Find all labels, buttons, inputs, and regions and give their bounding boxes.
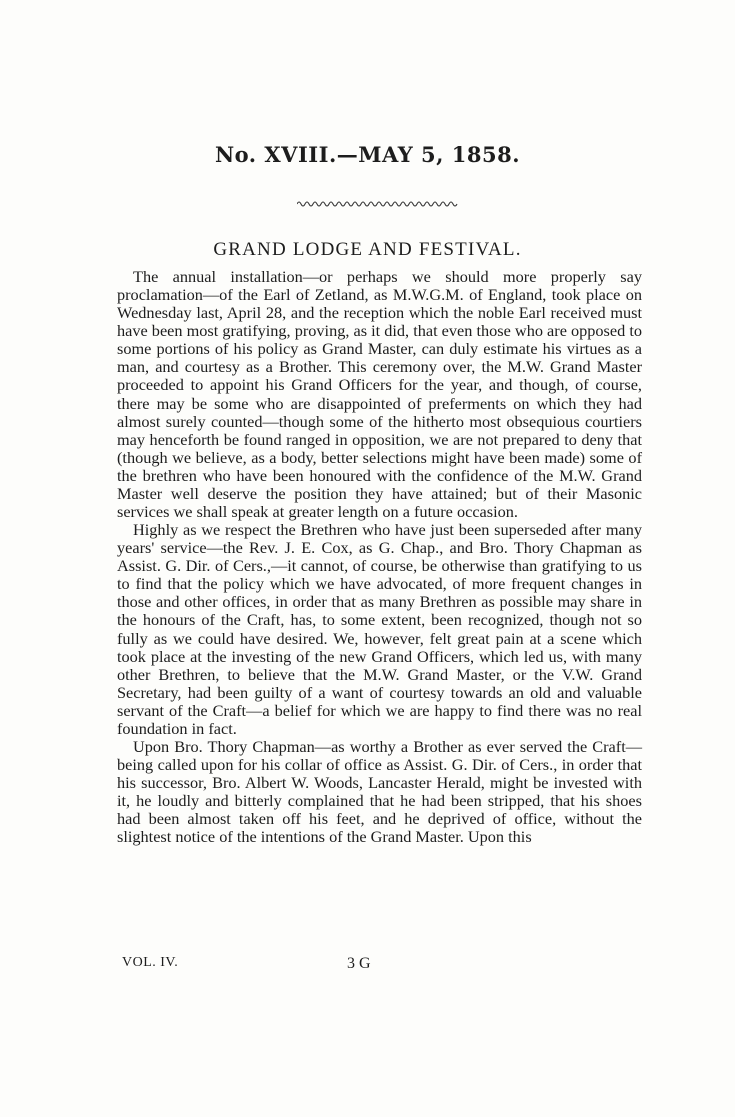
article-body (117, 268, 642, 847)
volume-footer: VOL. IV. (122, 955, 179, 970)
decorative-rule (297, 200, 459, 208)
section-title: GRAND LODGE AND FESTIVAL. (213, 239, 522, 260)
paragraph-1: The annual installation—or perhaps we should more properly say proclamation—of the Earl of Zetland, as M.W.G.M. of England, took place on Wednesday last, April 28, and the reception which the noble Earl received must have been most gratifying, proving, as it did, that even those who are opposed to some portions of his policy as Grand Master, can duly estimate his virtues as a man, and courtesy as a Brother. This ceremony over, the M.W. Grand Master proceeded to appoint his Grand Officers for the year, and though, of course, there may be some who are disappointed of preferments on which they had almost surely counted—though some of the hitherto most obsequious courtiers may henceforth be found ranged in opposition, we are not prepared to deny that (though we believe, as a body, better selections might have been made) some of the brethren who have been honoured with the confidence of the M.W. Grand Master well deserve the position they have attained; but of their Masonic services we shall speak at greater length on a future occasion. (117, 267, 642, 522)
paragraph-2: Highly as we respect the Brethren who have just been superseded after many years' service—the Rev. J. E. Cox, as G. Chap., and Bro. Thory Chapman as Assist. G. Dir. of Cers.,—it cannot, of course, be otherwise than gratifying to us to find that the policy which we have advocated, of more frequent changes in those and other offices, in order that as many Brethren as possible may share in the honours of the Craft, has, to some extent, been recognized, though not so fully as we could have desired. We, however, felt great pain at a scene which took place at the investing of the new Grand Officers, which led us, with many other Brethren, to believe that the M.W. Grand Master, or the V.W. Grand Secretary, had been guilty of a want of courtesy towards an old and valuable servant of the Craft—a belief for which we are happy to find there was no real foundation in fact. (117, 520, 642, 738)
issue-heading: No. XVIII.—MAY 5, 1858. (214, 142, 521, 167)
paragraph-3: Upon Bro. Thory Chapman—as worthy a Brother as ever served the Craft—being called upon for his collar of office as Assist. G. Dir. of Cers., in order that his successor, Bro. Albert W. Woods, Lancaster Herald, might be invested with it, he loudly and bitterly complained that he had been stripped, that his shoes had been almost taken off his feet, and he deprived of office, without the slightest notice of the intentions of the Grand Master. Upon this (117, 737, 642, 847)
printer-signature: 3 G (347, 955, 371, 972)
